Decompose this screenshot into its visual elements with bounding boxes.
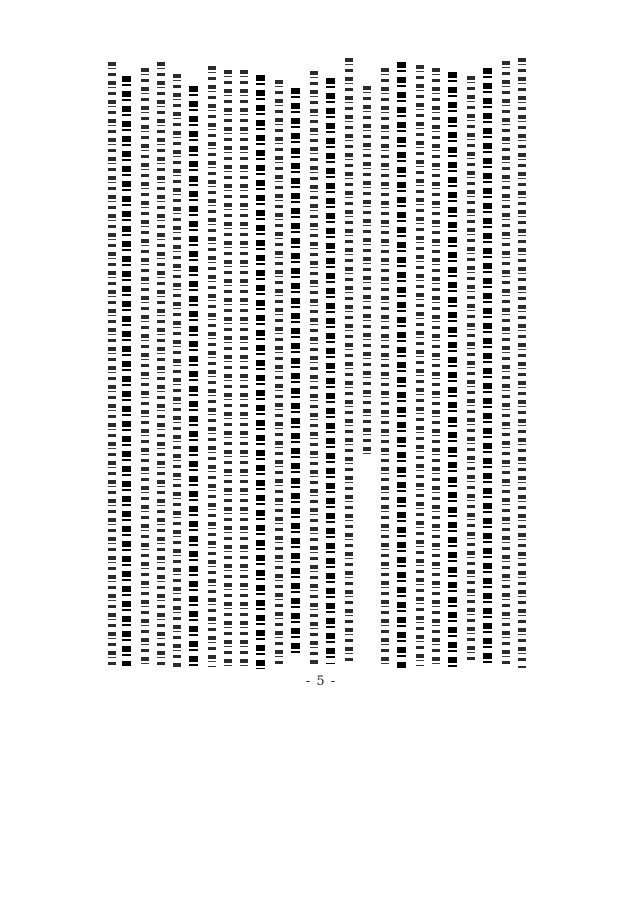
text-column-3 bbox=[483, 68, 492, 663]
text-column-22 bbox=[157, 62, 165, 667]
text-column-11 bbox=[345, 58, 353, 662]
text-column-19 bbox=[208, 66, 216, 667]
text-column-5 bbox=[448, 72, 457, 668]
page-number: - 5 - bbox=[305, 674, 337, 689]
text-column-7 bbox=[416, 65, 424, 666]
text-column-21 bbox=[173, 74, 181, 667]
text-column-10 bbox=[363, 86, 371, 456]
text-column-17 bbox=[240, 70, 248, 667]
text-column-12 bbox=[326, 78, 335, 664]
vertical-mongolian-text-block bbox=[108, 58, 528, 670]
text-column-16 bbox=[256, 75, 265, 669]
text-column-2 bbox=[502, 61, 510, 666]
text-column-8 bbox=[397, 62, 406, 669]
text-column-25 bbox=[108, 62, 116, 667]
text-column-14 bbox=[291, 88, 300, 656]
text-column-18 bbox=[224, 70, 232, 668]
text-column-23 bbox=[141, 68, 149, 666]
text-column-4 bbox=[467, 76, 475, 664]
text-column-20 bbox=[189, 86, 198, 666]
text-column-15 bbox=[275, 80, 283, 666]
text-column-1 bbox=[518, 58, 526, 668]
text-column-9 bbox=[381, 68, 389, 665]
text-column-13 bbox=[310, 71, 318, 665]
text-column-24 bbox=[122, 76, 131, 666]
text-column-6 bbox=[432, 68, 440, 666]
